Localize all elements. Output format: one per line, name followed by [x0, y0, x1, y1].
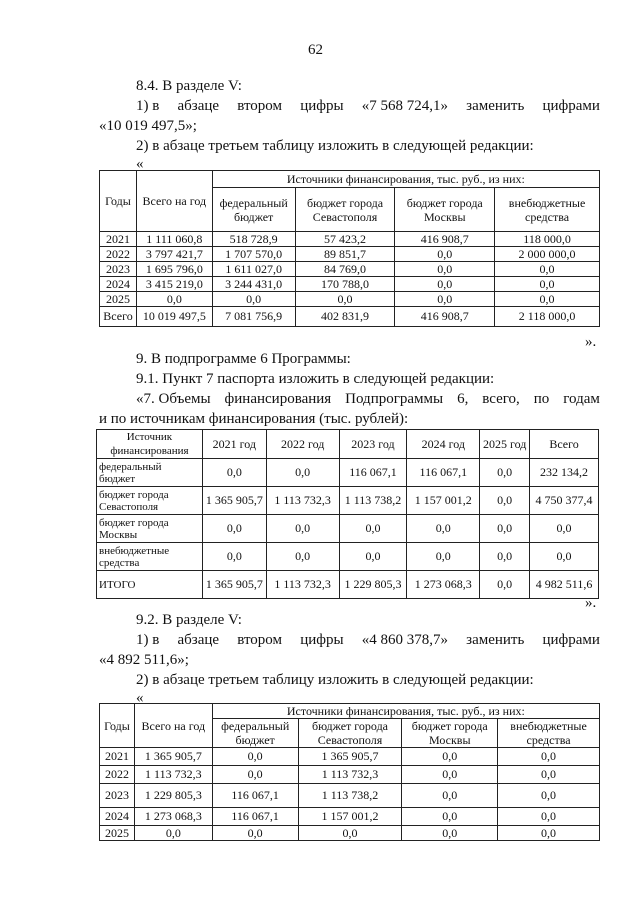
table-cell: 4 982 511,6 [530, 571, 599, 599]
quote-line [136, 390, 600, 408]
paragraph-item1-cont-2: «4 892 511,6»; [99, 652, 189, 668]
table-cell: 0,0 [407, 543, 480, 571]
column-header: Источник финансирования [97, 430, 203, 459]
close-quote: ». [585, 334, 597, 350]
table-cell: 0,0 [212, 292, 295, 307]
table-cell: 0,0 [202, 515, 266, 543]
table-cell: 7 081 756,9 [212, 307, 295, 327]
table-cell: 232 134,2 [530, 459, 599, 487]
table-cell: 0,0 [202, 543, 266, 571]
table-cell: 0,0 [498, 748, 600, 766]
section-heading-9-2: 9.2. В разделе V: [136, 612, 242, 628]
table-cell: 3 415 219,0 [136, 277, 212, 292]
word: втором [237, 632, 283, 648]
table-cell: 0,0 [480, 515, 530, 543]
table-cell: 0,0 [266, 515, 339, 543]
table-cell: 1 365 905,7 [134, 748, 212, 766]
table-cell: 0,0 [395, 247, 495, 262]
table-cell: 3 244 431,0 [212, 277, 295, 292]
table-row [97, 543, 599, 571]
financing-table-1 [99, 170, 600, 327]
word: 6, [457, 391, 469, 407]
table-cell: 0,0 [402, 748, 498, 766]
word: цифрами [542, 632, 600, 648]
table-cell: бюджет города Москвы [97, 515, 203, 543]
table-cell: 0,0 [480, 487, 530, 515]
table-cell: 0,0 [402, 784, 498, 808]
table-row [100, 247, 600, 262]
table-row [100, 784, 600, 808]
table-row [100, 277, 600, 292]
table-cell: 2022 [100, 247, 137, 262]
table-cell: 1 229 805,3 [134, 784, 212, 808]
header-years: Годы [100, 171, 137, 232]
table-cell: 0,0 [395, 277, 495, 292]
table-cell: 2021 [100, 232, 137, 247]
header-sources: Источники финансирования, тыс. руб., из них: [212, 171, 599, 188]
table-cell: 0,0 [136, 292, 212, 307]
subheader: федеральный бюджет [212, 188, 295, 232]
subheader: внебюджетные средства [495, 188, 600, 232]
column-header: 2024 год [407, 430, 480, 459]
table-cell: 2022 [100, 766, 135, 784]
table-cell: 0,0 [298, 826, 402, 841]
word: 1) в [136, 632, 160, 648]
table-cell: 0,0 [212, 826, 298, 841]
table-cell: 1 113 732,3 [266, 487, 339, 515]
word: заменить [466, 98, 525, 114]
table-cell: 0,0 [480, 571, 530, 599]
word: абзаце [177, 632, 220, 648]
paragraph-item1-cont: «10 019 497,5»; [99, 118, 197, 134]
table-cell: 1 273 068,3 [134, 808, 212, 826]
table-cell: 1 273 068,3 [407, 571, 480, 599]
table-cell: 2 000 000,0 [495, 247, 600, 262]
subheader: внебюджетные средства [498, 719, 600, 748]
table-row [97, 571, 599, 599]
paragraph-item1-line-2 [136, 631, 600, 649]
table-cell: 0,0 [530, 515, 599, 543]
subheader: бюджет города Севастополя [295, 188, 395, 232]
table-cell: 2 118 000,0 [495, 307, 600, 327]
table-cell: 1 113 732,3 [134, 766, 212, 784]
table-cell: 1 157 001,2 [298, 808, 402, 826]
header-total: Всего на год [136, 171, 212, 232]
paragraph-item2: 2) в абзаце третьем таблицу изложить в следующей редакции: [136, 138, 534, 154]
table-row [100, 748, 600, 766]
table-cell: 0,0 [530, 543, 599, 571]
table-cell: 1 113 732,3 [298, 766, 402, 784]
financing-table-3 [99, 703, 600, 841]
table-row [100, 292, 600, 307]
table-cell: 1 365 905,7 [202, 487, 266, 515]
table-cell: 1 365 905,7 [298, 748, 402, 766]
table-row [100, 307, 600, 327]
table-row [97, 487, 599, 515]
table-cell: 416 908,7 [395, 232, 495, 247]
table-row [100, 826, 600, 841]
table-cell: 2025 [100, 826, 135, 841]
table-cell: 116 067,1 [407, 459, 480, 487]
subsection-9-1: 9.1. Пункт 7 паспорта изложить в следующей редакции: [136, 371, 495, 387]
table-cell: 0,0 [266, 459, 339, 487]
word: цифрами [542, 98, 600, 114]
table-cell: 0,0 [212, 766, 298, 784]
word: цифры [300, 632, 344, 648]
header-sources-2: Источники финансирования, тыс. руб., из них: [212, 704, 599, 719]
table-row [97, 515, 599, 543]
column-header: Всего [530, 430, 599, 459]
word: втором [237, 98, 283, 114]
table-cell: 0,0 [402, 808, 498, 826]
paragraph-item2-2: 2) в абзаце третьем таблицу изложить в следующей редакции: [136, 672, 534, 688]
table-cell: 2021 [100, 748, 135, 766]
table-cell: 0,0 [495, 292, 600, 307]
table-cell: внебюджетные средства [97, 543, 203, 571]
header-total-2: Всего на год [134, 704, 212, 748]
table-cell: 1 113 732,3 [266, 571, 339, 599]
word: абзаце [177, 98, 220, 114]
table-cell: Всего [100, 307, 137, 327]
table-cell: 0,0 [498, 784, 600, 808]
open-quote-2: « [136, 690, 144, 706]
table-cell: 170 788,0 [295, 277, 395, 292]
table-cell: 0,0 [498, 808, 600, 826]
table-cell: 1 111 060,8 [136, 232, 212, 247]
table-cell: 2025 [100, 292, 137, 307]
table-cell: 1 113 738,2 [298, 784, 402, 808]
subheader: бюджет города Москвы [395, 188, 495, 232]
column-header: 2023 год [339, 430, 407, 459]
table-cell: 3 797 421,7 [136, 247, 212, 262]
word: «7 568 724,1» [361, 98, 448, 114]
table-row [100, 232, 600, 247]
table-cell: 416 908,7 [395, 307, 495, 327]
table-cell: 0,0 [402, 766, 498, 784]
table-cell: 0,0 [395, 292, 495, 307]
table-cell: 116 067,1 [212, 784, 298, 808]
subheader: бюджет города Москвы [402, 719, 498, 748]
column-header: 2022 год [266, 430, 339, 459]
column-header: 2025 год [480, 430, 530, 459]
table-cell: 2024 [100, 277, 137, 292]
table-cell: 0,0 [495, 277, 600, 292]
word: цифры [300, 98, 344, 114]
table-cell: 4 750 377,4 [530, 487, 599, 515]
close-quote-2: ». [585, 595, 597, 611]
section-heading-8-4: 8.4. В разделе V: [136, 78, 242, 94]
table-cell: 0,0 [339, 543, 407, 571]
table-cell: 1 707 570,0 [212, 247, 295, 262]
table-cell: 10 019 497,5 [136, 307, 212, 327]
word: «4 860 378,7» [361, 632, 448, 648]
word: годам [563, 391, 600, 407]
page-number: 62 [308, 42, 323, 58]
table-cell: 402 831,9 [295, 307, 395, 327]
table-cell: 1 113 738,2 [339, 487, 407, 515]
table-cell: 1 229 805,3 [339, 571, 407, 599]
table-cell: 2024 [100, 808, 135, 826]
table-cell: 0,0 [339, 515, 407, 543]
word: 1) в [136, 98, 160, 114]
table-cell: 0,0 [266, 543, 339, 571]
word: заменить [466, 632, 525, 648]
table-cell: 116 067,1 [212, 808, 298, 826]
table-cell: 0,0 [495, 262, 600, 277]
column-header: 2021 год [202, 430, 266, 459]
table-cell: бюджет города Севастополя [97, 487, 203, 515]
table-cell: 0,0 [480, 459, 530, 487]
quote-cont: и по источникам финансирования (тыс. рублей): [99, 411, 409, 427]
table-cell: 0,0 [498, 826, 600, 841]
table-cell: 116 067,1 [339, 459, 407, 487]
table-cell: 0,0 [402, 826, 498, 841]
table-cell: ИТОГО [97, 571, 203, 599]
word: «7. Объемы [136, 391, 211, 407]
table-cell: 518 728,9 [212, 232, 295, 247]
word: финансирования [224, 391, 332, 407]
table-cell: 0,0 [295, 292, 395, 307]
subheader: бюджет города Севастополя [298, 719, 402, 748]
word: всего, [482, 391, 520, 407]
table-cell: 2023 [100, 262, 137, 277]
table-cell: 0,0 [202, 459, 266, 487]
section-heading-9: 9. В подпрограмме 6 Программы: [136, 351, 351, 367]
header-years-2: Годы [100, 704, 135, 748]
table-cell: 1 695 796,0 [136, 262, 212, 277]
table-cell: 1 365 905,7 [202, 571, 266, 599]
table-cell: 1 157 001,2 [407, 487, 480, 515]
table-cell: 0,0 [407, 515, 480, 543]
subheader: федеральный бюджет [212, 719, 298, 748]
table-cell: 2023 [100, 784, 135, 808]
table-row [97, 459, 599, 487]
table-cell: 0,0 [480, 543, 530, 571]
table-cell: 57 423,2 [295, 232, 395, 247]
table-row [100, 766, 600, 784]
table-row [100, 808, 600, 826]
word: Подпрограммы [345, 391, 444, 407]
paragraph-item1-line [136, 97, 600, 115]
table-cell: 84 769,0 [295, 262, 395, 277]
table-cell: 0,0 [212, 748, 298, 766]
open-quote: « [136, 156, 144, 172]
table-cell: 0,0 [134, 826, 212, 841]
financing-table-2 [96, 429, 599, 599]
table-cell: 1 611 027,0 [212, 262, 295, 277]
table-cell: 118 000,0 [495, 232, 600, 247]
word: по [533, 391, 550, 407]
table-cell: 0,0 [498, 766, 600, 784]
table-row [100, 262, 600, 277]
table-cell: федеральный бюджет [97, 459, 203, 487]
table-cell: 89 851,7 [295, 247, 395, 262]
table-cell: 0,0 [395, 262, 495, 277]
